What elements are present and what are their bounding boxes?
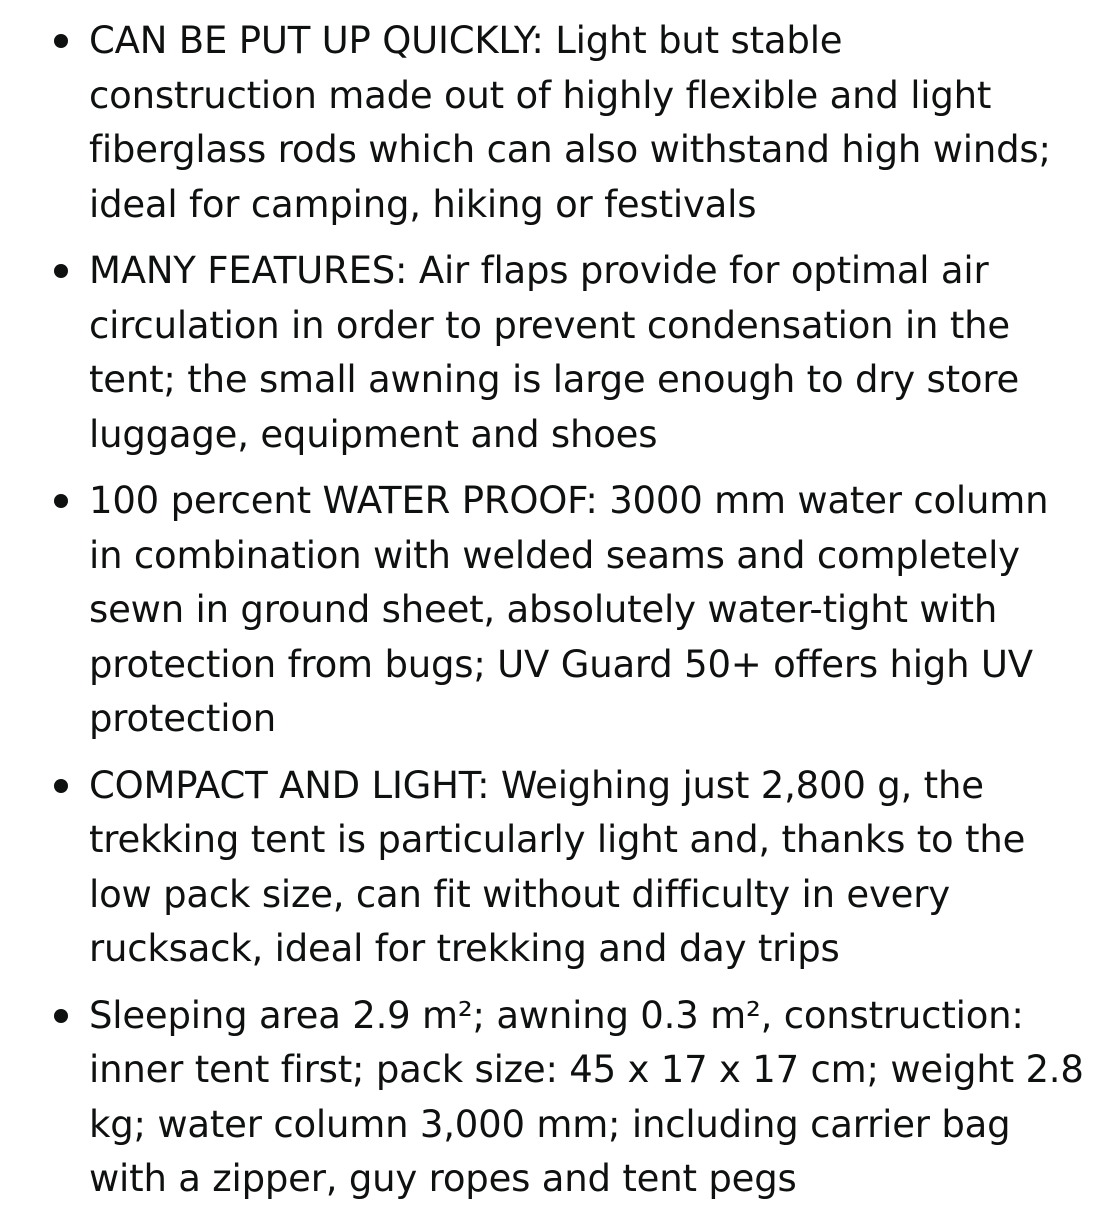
bullet-text-line: inner tent first; pack size: 45 x 17 x 17 cm; weight 2.8	[89, 1048, 1084, 1091]
bullet-compact-light	[0, 759, 1101, 977]
bullet-specifications	[0, 989, 1101, 1207]
bullet-text-line: trekking tent is particularly light and, thanks to the	[89, 818, 1026, 861]
bullet-text-line: Sleeping area 2.9 m²; awning 0.3 m², construction:	[89, 993, 1024, 1037]
bullet-dot-icon	[54, 264, 68, 278]
bullet-text-line: construction made out of highly flexible and light	[89, 73, 992, 117]
bullet-dot-icon	[54, 34, 68, 48]
bullet-water-proof	[0, 474, 1101, 747]
bullet-text-line: luggage, equipment and shoes	[89, 412, 658, 456]
bullet-text-line: COMPACT AND LIGHT: Weighing just 2,800 g, the	[89, 763, 984, 807]
bullet-text-line: in combination with welded seams and completely	[89, 533, 1020, 577]
bullet-text-line: with a zipper, guy ropes and tent pegs	[89, 1157, 797, 1200]
bullet-quick-setup	[0, 14, 1101, 232]
bullet-text-line: rucksack, ideal for trekking and day trips	[89, 927, 840, 970]
bullet-dot-icon	[54, 1009, 68, 1023]
bullet-text-line: MANY FEATURES: Air flaps provide for optimal air	[89, 249, 989, 292]
bullet-dot-icon	[54, 779, 68, 793]
bullet-text-line: sewn in ground sheet, absolutely water-tight with	[89, 588, 998, 631]
bullet-text-line: CAN BE PUT UP QUICKLY: Light but stable	[89, 19, 843, 62]
bullet-dot-icon	[54, 494, 68, 508]
bullet-text-line: protection	[89, 697, 277, 740]
bullet-many-features	[0, 244, 1101, 462]
bullet-text-line: kg; water column 3,000 mm; including carrier bag	[89, 1102, 1011, 1146]
bullet-text-line: ideal for camping, hiking or festivals	[89, 182, 757, 226]
bullet-text-line: protection from bugs; UV Guard 50+ offers high UV	[89, 642, 1033, 686]
bullet-text-line: 100 percent WATER PROOF: 3000 mm water column	[89, 479, 1049, 522]
bullet-text-line: low pack size, can fit without difficulty in every	[89, 872, 950, 916]
bullet-text-line: tent; the small awning is large enough to dry store	[89, 358, 1020, 401]
bullet-text-line: fiberglass rods which can also withstand high winds;	[89, 128, 1051, 171]
bullet-text-line: circulation in order to prevent condensation in the	[89, 303, 1010, 347]
